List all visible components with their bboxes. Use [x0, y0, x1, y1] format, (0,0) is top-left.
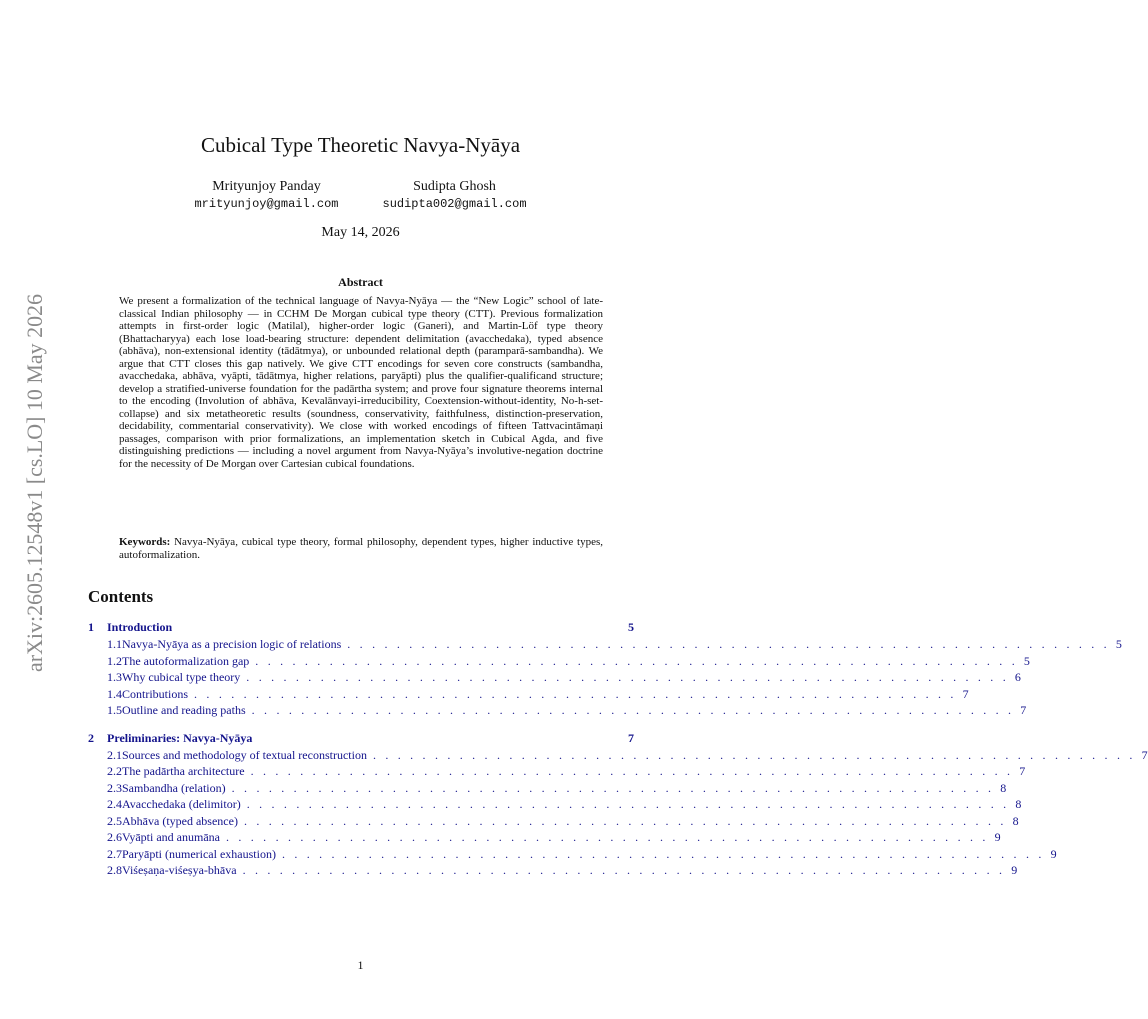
toc-entry-number: 2.1	[107, 747, 122, 762]
toc-page-number: 8	[1015, 797, 1022, 811]
toc-leader-dots: . . . . . . . . . . . . . . . . . . . . . . . . . . . . . . . . . . . . . . . . . . . . . . . . . . . . . . . . . . . . . .	[281, 846, 1045, 861]
arxiv-stamp-svg	[20, 292, 50, 672]
toc-section[interactable]	[88, 731, 634, 748]
toc-leader-dots: . . . . . . . . . . . . . . . . . . . . . . . . . . . . . . . . . . . . . . . . . . . . . . . . . . . . . . . . . . . . . .	[225, 830, 989, 844]
toc-entry-title: Contributions	[122, 686, 189, 701]
toc-entry-number: 1.1	[107, 637, 122, 651]
toc-entry[interactable]	[88, 670, 1021, 687]
toc-entry-title: Navya-Nyāya as a precision logic of relations	[122, 637, 342, 651]
toc-leader-dots: . . . . . . . . . . . . . . . . . . . . . . . . . . . . . . . . . . . . . . . . . . . . . . . . . . . . . . . . . . . . . .	[194, 686, 957, 701]
author-name: Sudipta Ghosh	[413, 179, 496, 194]
toc-entry-number: 2.7	[107, 846, 122, 861]
toc-entry-title: Sambandha (relation)	[122, 780, 226, 795]
toc-entry[interactable]	[88, 747, 1148, 765]
author-1	[194, 178, 338, 213]
page-number: 1	[357, 958, 364, 972]
toc-entry-title: Vyāpti and anumāna	[122, 830, 220, 844]
toc-page-number: 9	[1050, 846, 1057, 861]
toc-leader-dots: . . . . . . . . . . . . . . . . . . . . . . . . . . . . . . . . . . . . . . . . . . . . . . . . . . . . . . . . . . . . . .	[372, 747, 1136, 762]
toc-section-title: Preliminaries: Navya-Nyāya	[107, 730, 253, 745]
toc-leader-dots: . . . . . . . . . . . . . . . . . . . . . . . . . . . . . . . . . . . . . . . . . . . . . . . . . . . . . . . . . . . . . .	[251, 703, 1015, 717]
abstract-heading: Abstract	[338, 275, 383, 289]
toc-entry-number: 2.6	[107, 830, 122, 844]
toc-section-number: 2	[88, 730, 94, 745]
toc-section-title: Introduction	[107, 620, 173, 634]
arxiv-identifier-stamp	[20, 292, 50, 672]
paper-date: May 14, 2026	[321, 225, 400, 240]
keywords-label: Keywords:	[119, 536, 171, 548]
toc-page-number: 7	[1141, 747, 1148, 762]
toc-entry-title: Abhāva (typed absence)	[122, 813, 238, 828]
toc-page-number: 8	[1012, 813, 1019, 828]
keywords-text: Navya-Nyāya, cubical type theory, formal philosophy, dependent types, higher inductive types, autoformalization.	[119, 536, 603, 561]
toc-entry-title: Outline and reading paths	[122, 703, 246, 717]
toc-entry[interactable]	[88, 846, 1057, 864]
toc-page-number: 9	[994, 830, 1001, 844]
toc-page-number: 7	[1019, 764, 1026, 778]
toc-entry[interactable]	[88, 797, 1022, 814]
toc-page-number: 7	[1020, 703, 1027, 717]
toc-page-number: 6	[1014, 670, 1021, 684]
toc-section-number: 1	[88, 620, 94, 634]
paper-title: Cubical Type Theoretic Navya-Nyāya	[200, 133, 521, 157]
toc-entry[interactable]	[88, 637, 1122, 654]
toc-entry-title: The autoformalization gap	[122, 653, 250, 668]
toc-leader-dots: . . . . . . . . . . . . . . . . . . . . . . . . . . . . . . . . . . . . . . . . . . . . . . . . . . . . . . . . . . . . . .	[242, 863, 1006, 877]
toc-entry-title: Avacchedaka (delimitor)	[122, 797, 241, 811]
toc-page-number: 5	[628, 620, 634, 634]
arxiv-stamp-text: arXiv:2605.12548v1 [cs.LO] 10 May 2026	[22, 293, 47, 672]
toc-entry-title: Why cubical type theory	[122, 670, 241, 684]
toc-leader-dots: . . . . . . . . . . . . . . . . . . . . . . . . . . . . . . . . . . . . . . . . . . . . . . . . . . . . . . . . . . . . . .	[231, 780, 995, 795]
toc-leader-dots: . . . . . . . . . . . . . . . . . . . . . . . . . . . . . . . . . . . . . . . . . . . . . . . . . . . . . . . . . . . . . .	[243, 813, 1007, 828]
toc-leader-dots: . . . . . . . . . . . . . . . . . . . . . . . . . . . . . . . . . . . . . . . . . . . . . . . . . . . . . . . . . . . . . .	[246, 797, 1010, 811]
author-email[interactable]: mrityunjoy@gmail.com	[194, 197, 339, 211]
toc-entry[interactable]	[88, 830, 1001, 847]
contents-heading: Contents	[88, 587, 154, 606]
author-block	[0, 178, 721, 213]
toc-entry-number: 1.2	[107, 653, 122, 668]
toc-entry-title: Sources and methodology of textual reconstruction	[122, 747, 367, 762]
toc-leader-dots: . . . . . . . . . . . . . . . . . . . . . . . . . . . . . . . . . . . . . . . . . . . . . . . . . . . . . . . . . . . . . .	[250, 764, 1014, 778]
toc-entry-number: 2.4	[107, 797, 122, 811]
toc-page-number: 7	[962, 686, 969, 701]
toc-entry-title: Paryāpti (numerical exhaustion)	[122, 846, 276, 861]
toc-section[interactable]	[88, 620, 634, 637]
toc-entry-title: Viśeṣaṇa-viśeṣya-bhāva	[122, 863, 237, 877]
toc-entry[interactable]	[88, 686, 969, 704]
table-of-contents	[88, 620, 1148, 880]
toc-leader-dots: . . . . . . . . . . . . . . . . . . . . . . . . . . . . . . . . . . . . . . . . . . . . . . . . . . . . . . . . . . . . . .	[255, 653, 1018, 668]
toc-entry-number: 2.5	[107, 813, 122, 828]
author-email[interactable]: sudipta002@gmail.com	[382, 197, 527, 211]
toc-spacer	[88, 720, 634, 731]
keywords	[119, 536, 603, 561]
toc-entry-number: 1.5	[107, 703, 122, 717]
toc-entry[interactable]	[88, 863, 1018, 880]
author-name: Mrityunjoy Panday	[212, 179, 321, 194]
toc-entry-number: 1.3	[107, 670, 122, 684]
toc-entry[interactable]	[88, 780, 1007, 798]
toc-entry-title: The padārtha architecture	[122, 764, 245, 778]
toc-entry-number: 2.8	[107, 863, 122, 877]
toc-leader-dots: . . . . . . . . . . . . . . . . . . . . . . . . . . . . . . . . . . . . . . . . . . . . . . . . . . . . . . . . . . . . . .	[246, 670, 1009, 684]
toc-entry[interactable]	[88, 813, 1019, 831]
toc-entry[interactable]	[88, 703, 1027, 720]
toc-entry-number: 1.4	[107, 686, 122, 701]
toc-entry-number: 2.2	[107, 764, 122, 778]
toc-page-number: 5	[1023, 653, 1030, 668]
author-2	[383, 178, 527, 213]
toc-page-number: 7	[628, 730, 634, 745]
toc-entry[interactable]	[88, 653, 1030, 671]
toc-page-number: 8	[1000, 780, 1007, 795]
toc-page-number: 5	[1115, 637, 1122, 651]
toc-page-number: 9	[1011, 863, 1018, 877]
abstract-body: We present a formalization of the technical language of Navya-Nyāya — the “New Logic” school of late-classical Indian philosophy — in CCHM De Morgan cubical type theory (CTT). Previous formalization attempts in first-order logic (Matilal), higher-order logic (Ganeri), and Martin-Löf type theory (Bhattacharyya) each lose load-bearing structure: dependent delimitation (avacchedaka), typed absence (abhāva), non-extensional identity (tādātmya), or unbounded relational depth (paramparā-sambandha). We argue that CTT closes this gap natively. We give CTT encodings for seven core constructs (sambandha, avacchedaka, abhāva, vyāpti, tādātmya, higher relations, paryāpti) plus the qualifier-qualificand structure; develop a stratified-universe foundation for the padārtha system; and prove four signature theorems internal to the encoding (Involution of abhāva, Kevalānvayi-irreducibility, Coextension-without-identity, No-h-set-collapse) and six metatheoretic results (soundness, conservativity, faithfulness, distinction-preservation, decidability, commentarial conservativity). We close with worked encodings of fifteen Tattvacintāmaṇi passages, comparison with prior formalizations, an implementation sketch in Cubical Agda, and five distinguishing predictions — including a novel argument from Navya-Nyāya’s involutive-negation doctrine for the necessity of De Morgan over Cartesian cubical foundations.	[119, 295, 603, 470]
toc-leader-dots: . . . . . . . . . . . . . . . . . . . . . . . . . . . . . . . . . . . . . . . . . . . . . . . . . . . . . . . . . . . . . .	[347, 637, 1110, 651]
toc-entry[interactable]	[88, 764, 1026, 781]
toc-entry-number: 2.3	[107, 780, 122, 795]
